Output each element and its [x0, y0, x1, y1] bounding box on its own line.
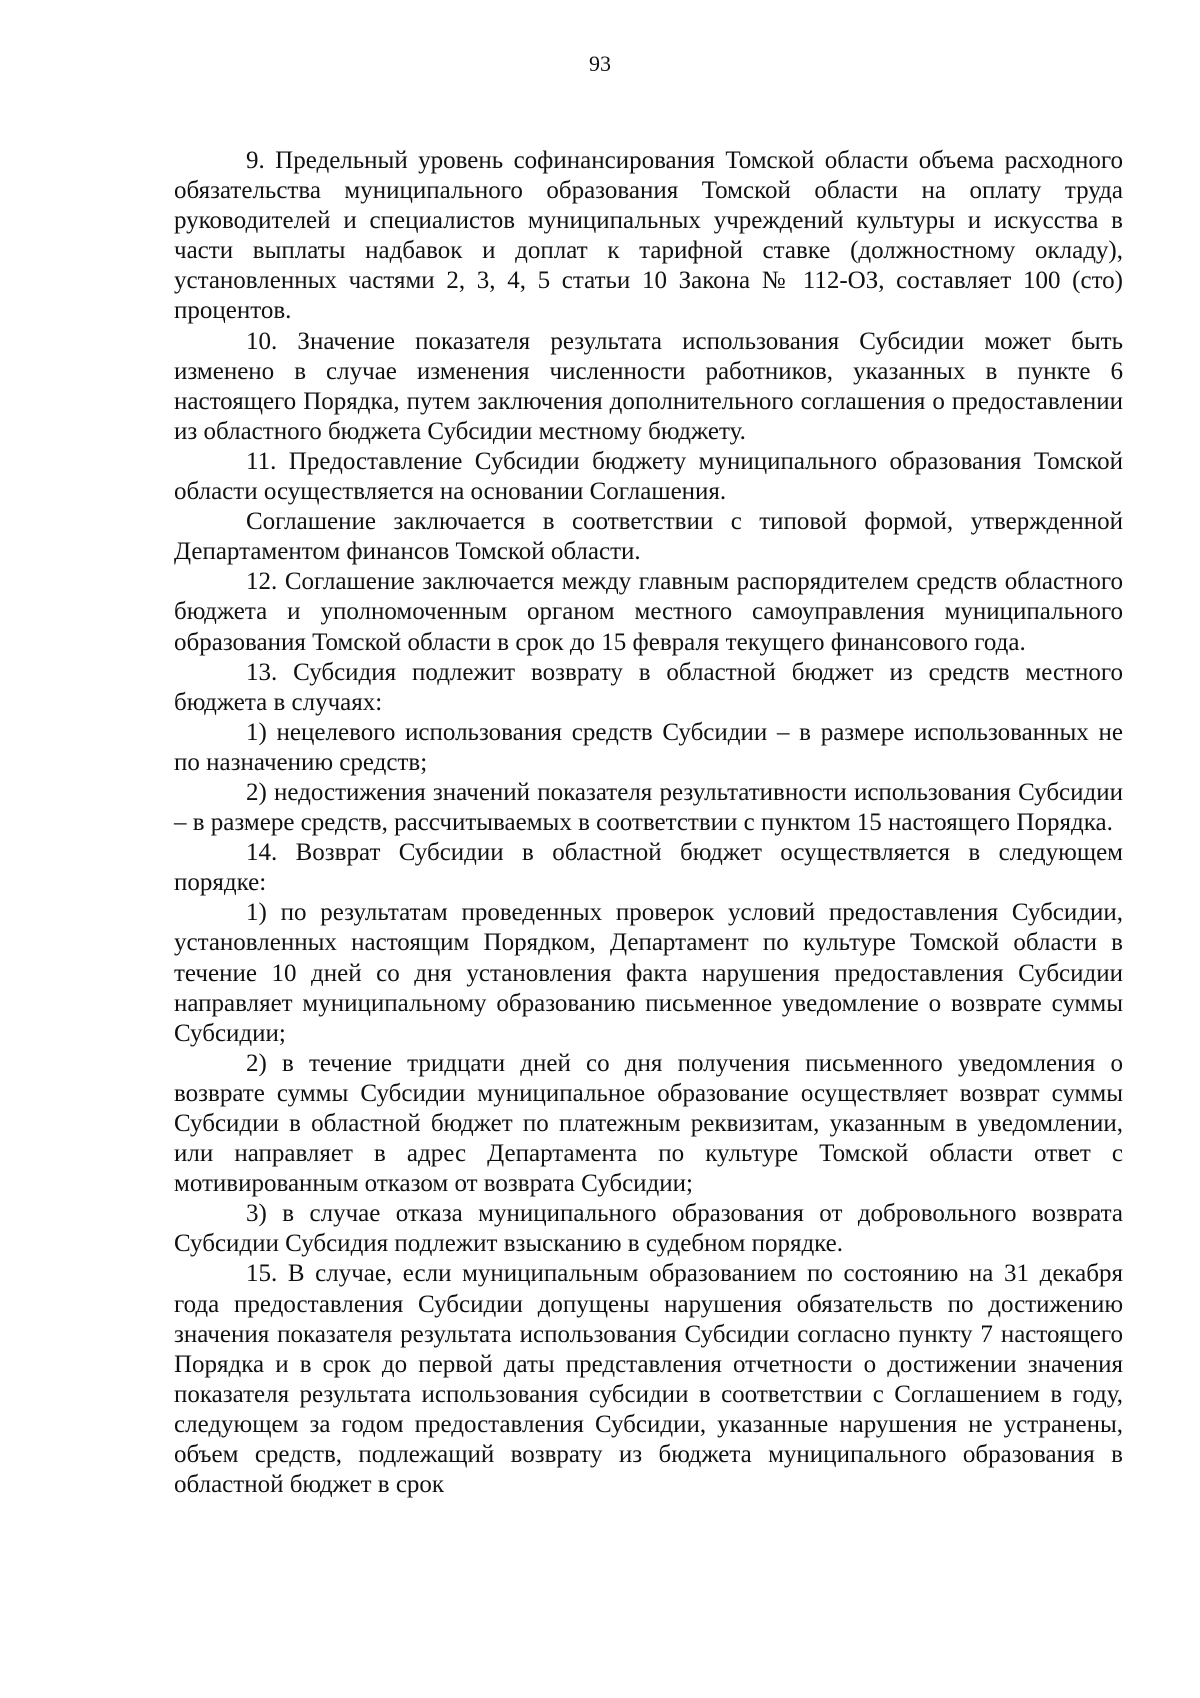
paragraph-14-item-1: 1) по результатам проведенных проверок условий предоставления Субсидии, установленных настоящим Порядком, Департамент по культуре Томской области в течение 10 дней со дня установления факта нарушения предоставления Субсидии направляет муниципальному образованию письменное уведомление о возврате суммы Субсидии; — [174, 899, 1123, 1047]
paragraph-14-item-3: 3) в случае отказа муниципального образования от добровольного возврата Субсидии Субсидия подлежит взысканию в судебном порядке. — [174, 1200, 1123, 1258]
paragraph-14: 14. Возврат Субсидии в областной бюджет осуществляется в следующем порядке: — [174, 839, 1123, 897]
paragraph-12: 12. Соглашение заключается между главным распорядителем средств областного бюджета и уполномоченным органом местного самоуправления муниципального образования Томской области в срок до 15 февраля текущего финансового года. — [174, 568, 1123, 656]
paragraph-11: 11. Предоставление Субсидии бюджету муниципального образования Томской области осуществляется на основании Соглашения. — [174, 447, 1123, 506]
paragraph-9: 9. Предельный уровень софинансирования Томской области объема расходного обязательства муниципального образования Томской области на оплату труда руководителей и специалистов муниципальных учреждений культуры и искусства в части выплаты надбавок и доплат к тарифной ставке (должностному окладу), установленных частями 2, 3, 4, 5 статьи 10 Закона № 112-ОЗ, составляет 100 (сто) процентов. — [174, 147, 1123, 325]
paragraph-13: 13. Субсидия подлежит возврату в областной бюджет из средств местного бюджета в случаях: — [174, 658, 1123, 716]
paragraph-13-item-2: 2) недостижения значений показателя результативности использования Субсидии – в размере средств, рассчитываемых в соответствии с пунктом 15 настоящего Порядка. — [174, 778, 1123, 837]
paragraph-13-item-1: 1) нецелевого использования средств Субсидии – в размере использованных не по назначению средств; — [174, 718, 1123, 776]
paragraph-10: 10. Значение показателя результата использования Субсидии может быть изменено в случае изменения численности работников, указанных в пункте 6 настоящего Порядка, путем заключения дополнительного соглашения о предоставлении из областного бюджета Субсидии местному бюджету. — [174, 327, 1123, 445]
paragraph-11-agreement: Соглашение заключается в соответствии с типовой формой, утвержденной Департаментом финансов Томской области. — [174, 508, 1123, 566]
paragraph-15: 15. В случае, если муниципальным образованием по состоянию на 31 декабря года предоставления Субсидии допущены нарушения обязательств по достижению значения показателя результата использования Субсидии согласно пункту 7 настоящего Порядка и в срок до первой даты представления отчетности о достижении значения показателя результата использования субсидии в соответствии с Соглашением в году, следующем за годом предоставления Субсидии, указанные нарушения не устранены, объем средств, подлежащий возврату из бюджета муниципального образования в областной бюджет в срок — [174, 1260, 1123, 1499]
document-body — [174, 146, 1123, 1500]
page-number: 93 — [589, 51, 611, 76]
paragraph-14-item-2: 2) в течение тридцати дней со дня получения письменного уведомления о возврате суммы Субсидии муниципальное образование осуществляет возврат суммы Субсидии в областной бюджет по платежным реквизитам, указанным в уведомлении, или направляет в адрес Департамента по культуре Томской области ответ с мотивированным отказом от возврата Субсидии; — [174, 1049, 1123, 1198]
